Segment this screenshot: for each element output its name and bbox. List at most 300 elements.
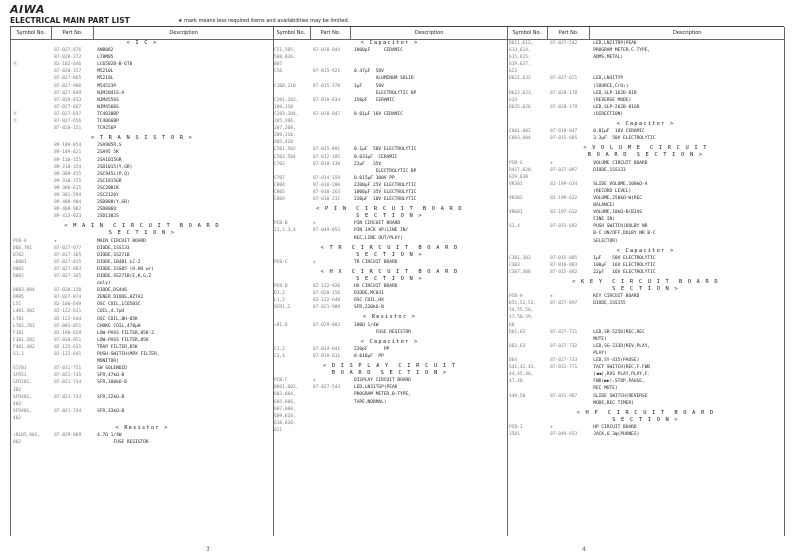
part-no [52,358,95,365]
part-row [11,387,273,394]
description: DIODE,MC831 [354,291,384,297]
part-row [11,192,273,199]
description: TACT SWITCH(REC,F.FWD [593,365,651,371]
symbol-no: S2,4 [509,224,520,230]
part-no: 87-017-365 [54,252,82,258]
part-row [11,301,273,308]
part-no: 87-027-077 [54,245,82,251]
symbol-no [11,68,52,75]
part-row [507,40,784,47]
part-row [507,104,784,111]
part-no [548,385,591,392]
part-row [272,377,507,384]
description: DISPLAY CIRCUIT BOARD [354,378,411,384]
part-row [507,167,784,174]
header-symbol: Symbol No. [272,27,311,39]
part-no [548,307,591,314]
part-row [507,188,784,195]
section-heading: < Capacitor > [616,121,675,128]
description: 2SA95 5K [97,150,119,156]
part-row [507,357,784,364]
part-row [507,329,784,336]
description: B-C ON/OFF,DOLBY NR B-C [593,231,656,237]
part-no: 87-027-542 [550,41,578,46]
part-row [507,431,784,438]
symbol-no: 47,48 [509,379,523,385]
description: VOLUME,250kΩ-W(REC [593,195,643,201]
part-no [311,90,352,97]
part-row [272,406,507,413]
part-no: 89-110-155 [54,157,82,163]
part-row [272,196,507,203]
part-row [272,420,507,427]
part-no: ★ [550,294,553,300]
symbol-no: C501,502 [274,147,296,153]
symbol-no: S1701 [13,366,27,372]
section-heading: S E C T I O N > [612,416,679,423]
description: L78M05 [97,55,114,61]
part-no: 87-021-743 [54,394,82,400]
description [95,387,273,394]
symbol-no: C3,4 [274,353,285,359]
part-no [548,83,591,90]
part-no: ★ [313,221,316,227]
part-row [272,283,507,290]
part-row [272,132,507,139]
section-heading: < T R C I R C U I T B O A R D [320,244,459,251]
description: 4.7Ω 1/4W [97,433,122,439]
part-no: 87-027-733 [550,358,578,364]
part-no [548,61,591,68]
part-no: 87-014-159 [313,175,341,181]
part-row [507,364,784,371]
part-no [548,216,591,223]
part-row [272,111,507,118]
part-row [507,262,784,269]
description [591,68,784,75]
availability-note: ★ mark means less required items and availabilities may be limited. [178,18,350,24]
symbol-no: L401,402 [13,309,35,315]
part-no: 87-027-731 [550,329,578,335]
symbol-no: SFR101, [13,380,32,386]
part-row [507,393,784,400]
symbol-no: C307,308 [509,269,531,275]
description: 2SD886Q [97,207,117,213]
part-row [507,223,784,230]
description: TRAP FILTER,85K [97,344,138,350]
symbol-no [272,90,311,97]
section-heading: < D I S P L A Y C I R C U I T [322,363,457,370]
symbol-no: C503,504 [274,154,296,160]
part-row [11,206,273,213]
section-heading: < V O L U M E C I R C U I T [583,145,708,152]
symbol-no: 613,614, [509,48,531,54]
part-no: 89-408-904 [54,200,82,206]
part-row [11,171,273,178]
symbol-no: D702 [13,252,24,258]
part-no: 87-027-983 [54,266,82,272]
section-heading: < T R A N S I S T O R > [90,135,194,142]
symbol-no: 402 [13,401,22,407]
part-row [507,111,784,118]
part-no: 87-027-865 [54,76,82,82]
description: LED,SLP-162D-81R [593,90,637,96]
part-row [11,358,273,365]
part-row [507,54,784,61]
part-row [11,294,273,301]
part-no: 87-015-882 [550,269,578,275]
part-row [11,178,273,185]
part-no [548,188,591,195]
part-no: 87-027-543 [313,385,341,391]
description: 100μF 16V ELECTROLYTIC [593,262,656,268]
symbol-no [272,75,311,82]
part-no: 87-031-751 [54,366,82,372]
part-no [548,174,591,181]
symbol-no: 605,606, [274,399,296,405]
part-no: 87-027-874 [54,295,82,301]
part-row [11,199,273,206]
symbol-no [11,192,52,199]
part-row [272,297,507,304]
part-row [507,343,784,350]
description: SFR,22kΩ-B [97,394,125,400]
symbol-no: 57,58,59, [509,315,534,321]
part-no [548,47,591,54]
symbol-no: C1,2 [274,346,285,352]
description: 1μF 50V [354,83,384,89]
part-row [11,245,273,252]
column-header [11,27,273,40]
description: 2SC945L(P,Q) [97,171,130,177]
description: 0.1μF 50V ELECTROLYTIC [354,147,417,153]
header-symbol: Symbol No. [11,27,52,39]
part-row [507,385,784,392]
symbol-no: 109,310 [274,104,293,110]
symbol-no: ⚠D801 [13,259,27,265]
description: (◀◀),RVS PLAY,PLAY,F. [593,372,651,378]
symbol-no [11,149,52,156]
part-row [11,125,273,132]
part-row [272,168,507,175]
symbol-no: L701 [13,316,24,322]
description: PROGRAM METER,C-TYPE, [593,48,651,54]
part-no: 87-010-138 [313,161,341,167]
symbol-no: D417,628, [509,167,534,173]
part-no [311,427,352,434]
description: 0.47μF 50V [354,69,384,75]
symbol-no: VR301 [509,181,523,187]
description: 220pF PP [354,346,390,352]
part-row [11,118,273,125]
part-no: 89-210-154 [54,164,82,170]
symbol-no [11,125,52,132]
page-title: ELECTRICAL MAIN PART LIST [10,16,130,25]
header-part: Part No. [548,27,591,39]
description: 150pF CERAMIC [354,97,395,103]
part-no: 87-010-883 [550,262,578,268]
description [352,118,507,125]
symbol-no [272,329,311,336]
part-no: 87-020-120 [54,288,82,294]
description [352,427,507,434]
symbol-no: PCB-G [509,160,523,166]
part-row [272,97,507,104]
part-row [11,337,273,344]
part-row [507,255,784,262]
part-row [11,75,273,82]
part-row [272,353,507,360]
parts-column-3 [507,27,785,536]
description: 22μF 16V ELECTROLYTIC [593,269,656,275]
symbol-no [507,350,548,357]
description: (RECORD LEVEL) [593,188,632,194]
description: 22μF 35V [354,161,382,167]
symbol-no: J501 [509,431,520,437]
part-row [11,323,273,330]
symbol-no: ⚠R1,6 [274,322,288,328]
part-row [507,307,784,314]
description: PLAY) [593,350,607,356]
part-no: 87-020-151 [54,126,82,132]
part-no: 87-029-082 [313,322,341,328]
part-row [507,68,784,75]
description [352,54,507,61]
part-row [272,175,507,182]
part-no [311,168,352,175]
description: (DIRECTION) [593,111,624,117]
part-row [507,322,784,329]
description: SLIDE SWITCH(REVERSE [593,393,648,399]
symbol-no: D625,626 [509,104,531,110]
symbol-no: 629,630 [509,174,528,180]
part-no: 87-015-885 [550,255,578,261]
part-row [272,189,507,196]
symbol-no: F401,402 [13,344,35,350]
description: 3.3μF 50V ELECTROLYTIC [593,136,656,142]
part-no [311,118,352,125]
symbol-no: D61,63 [509,329,526,335]
description: 2SC2120Y [97,192,119,198]
part-row [11,308,273,315]
symbol-no: 405,410 [274,140,293,146]
part-row [11,394,273,401]
description [591,174,784,181]
symbol-no [11,142,52,149]
part-row [272,322,507,329]
part-row [507,314,784,321]
part-row [272,61,507,68]
section-heading: < Capacitor > [616,247,675,254]
part-no: 89-301-594 [54,192,82,198]
description: OSC COIL,HX [354,298,384,304]
part-no: 82-122-920 [313,284,341,290]
symbol-no: 508,836, [274,55,296,61]
description: HP CIRCUIT BOARD [593,424,637,430]
symbol-no: 209,210, [274,133,296,139]
part-row [272,304,507,311]
part-no [311,399,352,406]
description: SFR,220kΩ-B [354,305,384,311]
description: 0.018μF PP [354,353,384,359]
part-row [11,344,273,351]
symbol-no: D883,884 [13,288,35,294]
part-row [11,61,273,68]
symbol-no [11,199,52,206]
description: 0.01μF 16V CERAMIC [593,129,645,135]
part-no: 87-010-206 [313,182,341,188]
part-row [11,273,273,280]
part-no: 89-109-621 [54,150,82,156]
page-number-right: 4 [582,546,586,553]
part-no: 89-310-155 [54,178,82,184]
symbol-no: 607,608, [274,406,296,412]
symbol-no: SFR51 [13,373,27,379]
parts-column-1 [10,27,274,536]
part-no [311,391,352,398]
part-no: 82-122-644 [54,316,82,322]
section-heading: B O A R D S E C T I O N > [331,370,448,377]
part-row [507,47,784,54]
part-no: 87-027-837 [54,111,82,117]
part-no: 87-020-157 [54,69,82,75]
part-row [507,202,784,209]
description: LED,SG-233D(REV,PLAY, [593,343,651,349]
symbol-no [507,336,548,343]
description: DIODE,1SS05 (H.HU wr) [97,266,155,272]
part-no [311,104,352,111]
part-no: 87-027-097 [550,301,578,307]
part-no [52,280,95,287]
part-row [507,160,784,167]
part-no: 82-106-649 [54,302,82,308]
part-row [11,401,273,408]
description: 2SA1015GR [97,157,122,163]
part-no [52,401,95,408]
part-row [272,182,507,189]
column-header [272,27,507,40]
part-no: 89-408-982 [54,207,82,213]
description: VOLUME,10kΩ-B(BIAS [593,210,643,216]
description: DIODE,DS446 [97,288,127,294]
part-no [548,314,591,321]
part-row [507,83,784,90]
section-heading: < M A I N C I R C U I T B O A R D [64,223,220,230]
description: TC4030BP [97,111,119,117]
description: REC MUTE) [593,386,618,392]
description: ALUMINUM SOLID [354,76,414,82]
description: LED,SR-525D(REC,REC [593,329,645,335]
part-no [311,132,352,139]
description: 2SD1302S [97,214,119,220]
part-row [507,90,784,97]
part-row [507,371,784,378]
part-row [272,259,507,266]
description [352,406,507,413]
part-row [272,118,507,125]
part-no: 87-021-745 [54,373,82,379]
description: TC9256P [97,126,117,132]
symbol-no [11,185,52,192]
symbol-no: 205,206, [274,119,296,125]
column-header [507,27,784,40]
symbol-no [11,83,52,90]
description [352,132,507,139]
symbol-no [11,54,52,61]
part-no: 82-199-632 [550,195,578,201]
description: 1000μF 35V ELECTROLYTIC [354,189,417,195]
part-row [507,230,784,237]
part-no: 87-003-051 [54,323,82,329]
part-no: 87-020-372 [54,55,82,61]
description: DIODE,1B4B1 LC-2 [97,259,141,265]
part-no: 87-015-885 [550,136,578,142]
description: 2200μF 25V ELECTROLYTIC [354,182,417,188]
symbol-no: D621,632 [509,76,531,82]
part-row [507,238,784,245]
part-no [548,111,591,118]
part-no: 87-049-053 [313,228,341,234]
part-no [311,420,352,427]
part-no: 87-018-044 [313,48,341,54]
description [591,322,784,329]
section-heading: < Resistor > [115,424,169,431]
part-row [11,439,273,446]
part-no: 87-049-653 [550,431,578,437]
parts-list [507,40,784,438]
description [591,307,784,314]
description [95,401,273,408]
description: 2SC2001K [97,185,119,191]
part-row [507,174,784,181]
part-no: 87-027-671 [550,76,578,82]
part-no: 82-122-641 [54,352,82,358]
part-no: ★ [313,378,316,384]
part-row [272,220,507,227]
description: TAPE,NORMAL) [354,399,387,405]
symbol-no: D51,52,53, [509,301,537,307]
symbol-no: 624 [509,97,518,103]
part-no: 82-102-646 [54,62,82,68]
part-no [548,336,591,343]
description: LOW-PASS FILTER,85K-2 [97,330,155,336]
part-no: 82-190-629 [54,330,82,336]
symbol-no: C56 [274,69,283,75]
page-number-left: 3 [206,546,210,553]
part-row [507,400,784,407]
description: FINE IN) [593,217,615,223]
part-row [272,154,507,161]
header-symbol: Symbol No. [507,27,548,39]
section-heading: < Capacitor > [360,338,419,345]
symbol-no: C51,505, [274,48,296,54]
symbol-no: VR302 [509,195,523,201]
symbol-no: L702,703 [13,323,35,329]
part-row [11,213,273,220]
symbol-no [507,202,548,209]
part-no: ★ [550,160,553,166]
description: ADMS,METAL) [593,55,624,61]
part-no: 87-029-089 [54,433,82,439]
part-no [52,415,95,422]
part-no: 87-027-365 [54,274,82,279]
part-no: 89-309-455 [54,171,82,177]
part-no: 87-021-744 [54,408,82,414]
section-heading: S E C T I O N > [612,286,679,293]
part-no [548,54,591,61]
description: LOW-PASS FILTER,85K [97,337,149,343]
symbol-no: S1,2 [13,352,24,358]
